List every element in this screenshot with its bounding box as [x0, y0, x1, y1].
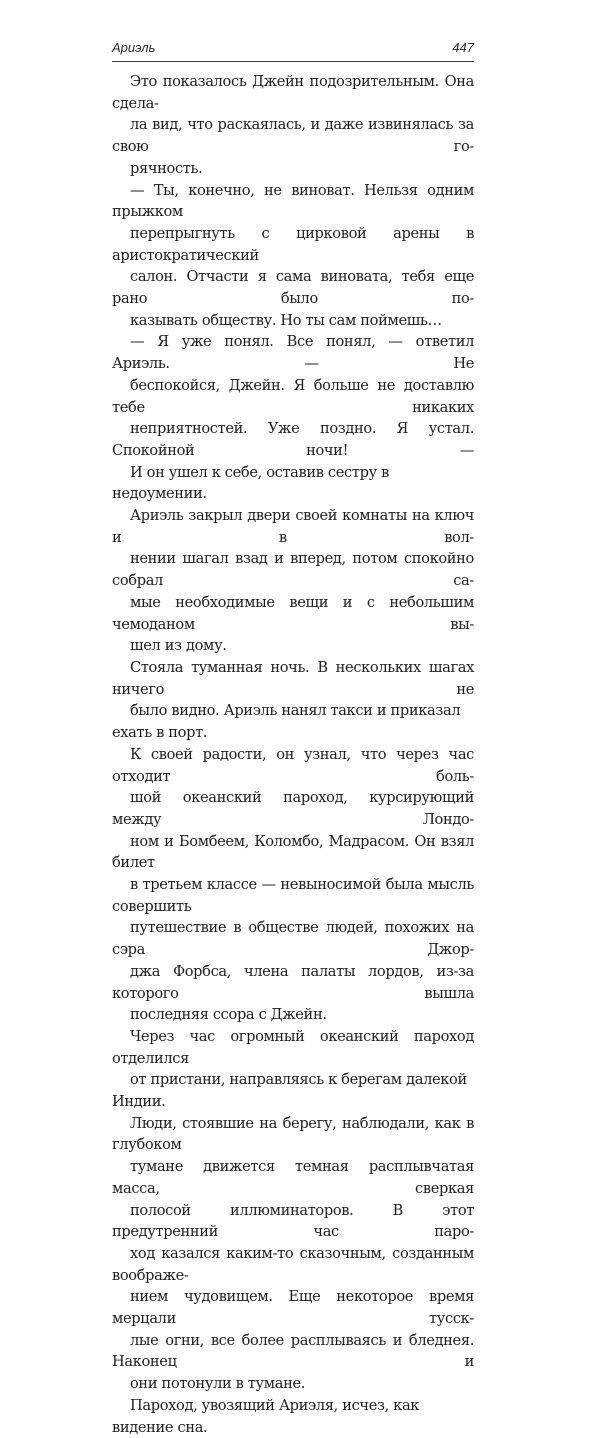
- paragraph: [112, 1395, 474, 1438]
- text-line: перепрыгнуть с цирковой арены в аристократический: [112, 224, 474, 264]
- text-line: мые необходимые вещи и с небольшим чемоданом вы-: [112, 593, 474, 633]
- text-line: было видно. Ариэль нанял такси и приказал ехать в порт.: [112, 702, 461, 742]
- text-line: И он ушел к себе, оставив сестру в недоумении.: [112, 463, 389, 503]
- text-line: Это показалось Джейн подозрительным. Она сдела-: [112, 73, 474, 112]
- text-line: нием чудовищем. Еще некоторое время мерцали тусск-: [112, 1288, 474, 1328]
- paragraph: [112, 1026, 474, 1113]
- text-line: беспокойся, Джейн. Я больше не доставлю тебе никаких: [112, 376, 474, 416]
- paragraph: [112, 331, 474, 505]
- paragraph: [112, 657, 474, 744]
- paragraph: [112, 71, 474, 180]
- running-title: Ариэль: [112, 40, 156, 55]
- text-line: Пароход, увозящий Ариэля, исчез, как видение сна.: [112, 1396, 420, 1436]
- text-line: казывать обществу. Но ты сам поймешь…: [130, 311, 442, 329]
- text-line: шой океанский пароход, курсирующий между Лондо-: [112, 789, 474, 828]
- body-text: [112, 71, 474, 1438]
- text-line: рячность.: [130, 159, 203, 177]
- paragraph: [112, 744, 474, 1026]
- text-line: К своей радости, он узнал, что через час отходит боль-: [112, 745, 474, 785]
- text-line: Люди, стоявшие на берегу, наблюдали, как в глубоком: [112, 1114, 474, 1154]
- page-header: [112, 40, 474, 60]
- text-line: джа Форбса, члена палаты лордов, из-за которого вышла: [112, 962, 474, 1002]
- text-line: лые огни, все более расплываясь и бледнея. Наконец и: [112, 1331, 474, 1371]
- paragraph: [112, 180, 474, 332]
- paragraph: [112, 1113, 474, 1395]
- text-line: ход казался каким-то сказочным, созданным воображе-: [112, 1244, 474, 1284]
- text-line: Стояла туманная ночь. В нескольких шагах ничего не: [112, 658, 474, 698]
- header-rule: [112, 61, 474, 62]
- text-line: Через час огромный океанский пароход отделился: [112, 1027, 474, 1067]
- paragraph: [112, 505, 474, 657]
- text-line: салон. Отчасти я сама виновата, тебя еще рано было по-: [112, 268, 474, 308]
- text-line: Ариэль закрыл двери своей комнаты на ключ и в вол-: [112, 507, 474, 546]
- text-line: они потонули в тумане.: [130, 1375, 306, 1393]
- text-line: шел из дому.: [130, 637, 227, 655]
- text-line: нении шагал взад и вперед, потом спокойно собрал са-: [112, 550, 474, 590]
- page-number: 447: [452, 40, 474, 55]
- text-line: — Я уже понял. Все понял, — ответил Ариэль. — Не: [112, 333, 474, 373]
- text-line: путешествие в обществе людей, похожих на сэра Джор-: [112, 919, 474, 959]
- text-line: ла вид, что раскаялась, и даже извинялась за свою го-: [112, 116, 474, 156]
- text-line: ном и Бомбеем, Коломбо, Мадрасом. Он взял билет: [112, 832, 474, 872]
- text-line: тумане движется темная расплывчатая масса, сверкая: [112, 1158, 474, 1197]
- text-line: последняя ссора с Джейн.: [130, 1006, 327, 1024]
- text-line: от пристани, направляясь к берегам далекой Индии.: [112, 1071, 467, 1111]
- text-line: полосой иллюминаторов. В этот предутренний час паро-: [112, 1201, 474, 1241]
- text-line: неприятностей. Уже поздно. Я устал. Спокойной ночи! —: [112, 420, 474, 459]
- text-line: — Ты, конечно, не виноват. Нельзя одним прыжком: [112, 181, 474, 221]
- text-line: в третьем классе — невыносимой была мысль совершить: [112, 876, 474, 915]
